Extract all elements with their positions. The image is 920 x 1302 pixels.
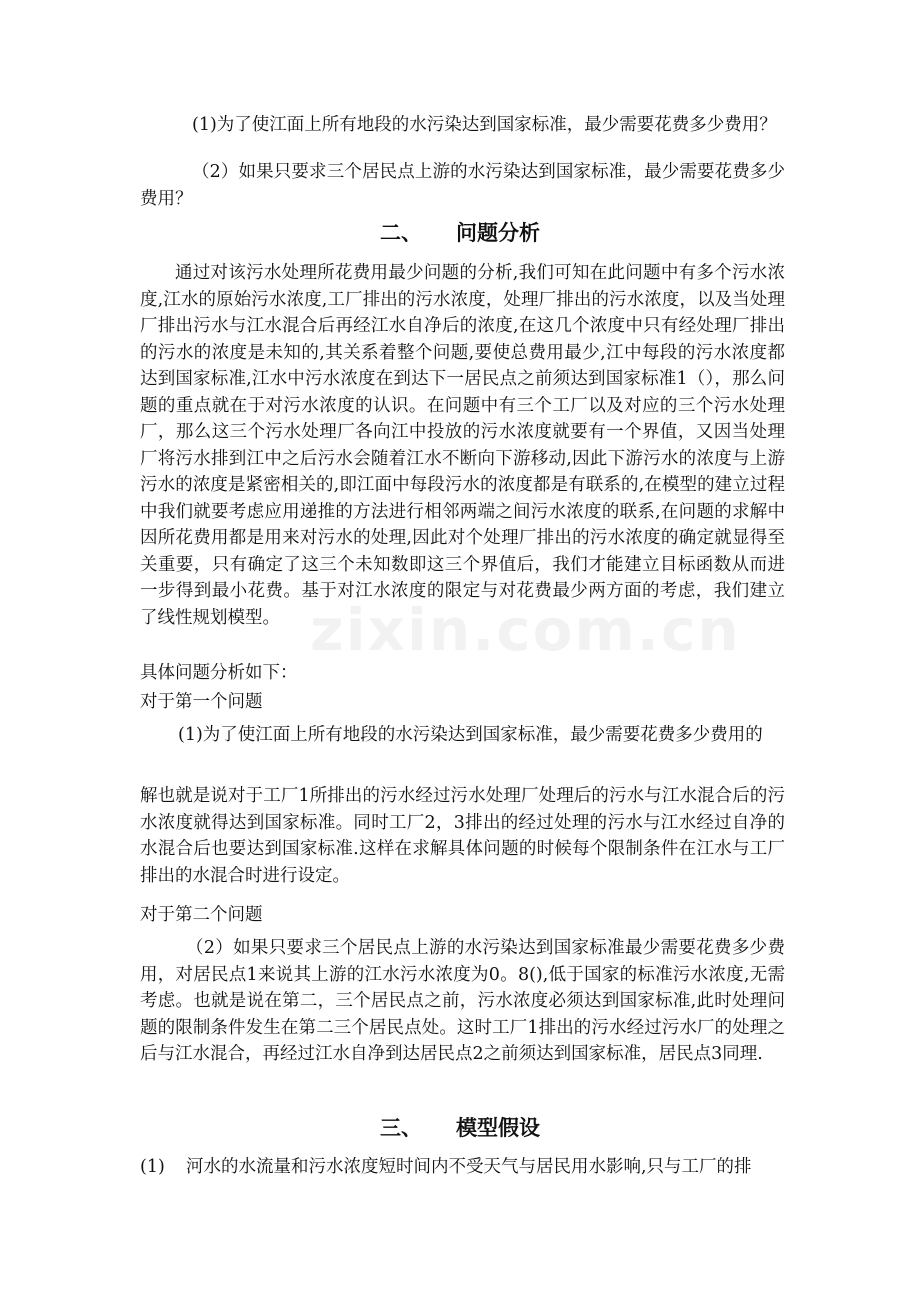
first-question-solution: 解也就是说对于工厂1所排出的污水经过污水处理厂处理后的污水与江水混合后的污水浓度就得达到国家标准。同时工厂2，3排出的经过处理的污水与江水经过自净的水混合后也要达到国家标准.这样在求解具体问题的时候每个限制条件在江水与工厂排出的水混合时进行设定。 (140, 786, 785, 886)
assumption-number: (1) (140, 1157, 165, 1177)
section-heading-analysis (0, 219, 920, 247)
assumption-text: 河水的水流量和污水浓度短时间内不受天气与居民用水影响,只与工厂的排 (186, 1157, 752, 1177)
section-heading-assumptions (0, 1114, 920, 1142)
section-number: 二、 (380, 221, 422, 245)
second-question-text: （2）如果只要求三个居民点上游的水污染达到国家标准最少需要花费多少费用，对居民点1来说其上游的江水污水浓度为0。8(),低于国家的标准污水浓度,无需考虑。也就是说在第二，三个居民点之前，污水浓度必须达到国家标准,此时处理问题的限制条件发生在第二三个居民点处。这时工厂1排出的污水经过污水厂的处理之后与江水混合，再经过江水自净到达居民点2之前须达到国家标准，居民点3同理. (140, 938, 785, 1064)
section-title: 问题分析 (456, 221, 540, 245)
section-number: 三、 (380, 1116, 422, 1140)
analysis-paragraph: 通过对该污水处理所花费用最少问题的分析,我们可知在此问题中有多个污水浓度,江水的原始污水浓度,工厂排出的污水浓度，处理厂排出的污水浓度，以及当处理厂排出污水与江水混合后再经江水自净后的浓度,在这几个浓度中只有经处理厂排出的污水的浓度是未知的,其关系着整个问题,要使总费用最少,江中每段的污水浓度都达到国家标准,江水中污水浓度在到达下一居民点之前须达到国家标准1（），那么问题的重点就在于对污水浓度的认识。在问题中有三个工厂以及对应的三个污水处理厂，那么这三个污水处理厂各向江中投放的污水浓度就要有一个界值，又因当处理厂将污水排到江中之后污水会随着江水不断向下游移动,因此下游污水的浓度与上游污水的浓度是紧密相关的,即江面中每段污水的浓度都是有联系的,在模型的建立过程中我们就要考虑应用递推的方法进行相邻两端之间污水浓度的联系,在问题的求解中因所花费用都是用来对污水的处理,因此对个处理厂排出的污水浓度的确定就显得至关重要，只有确定了这三个未知数即这三个界值后，我们才能建立目标函数从而进一步得到最小花费。基于对江水浓度的限定与对花费最少两方面的考虑，我们建立了线性规划模型。 (140, 263, 785, 628)
watermark: zixin.com.cn (310, 596, 741, 664)
assumption-item-1 (140, 1154, 785, 1181)
first-question-text: (1)为了使江面上所有地段的水污染达到国家标准，最少需要花费多少费用的 (178, 725, 763, 745)
first-question-label: 对于第一个问题 (140, 692, 263, 712)
question-2: （2）如果只要求三个居民点上游的水污染达到国家标准，最少需要花费多少费用？ (140, 162, 785, 209)
section-title: 模型假设 (456, 1116, 540, 1140)
second-question-label: 对于第二个问题 (140, 905, 263, 925)
specific-analysis-intro: 具体问题分析如下： (140, 663, 298, 683)
question-1: (1)为了使江面上所有地段的水污染达到国家标准，最少需要花费多少费用？ (192, 115, 777, 135)
